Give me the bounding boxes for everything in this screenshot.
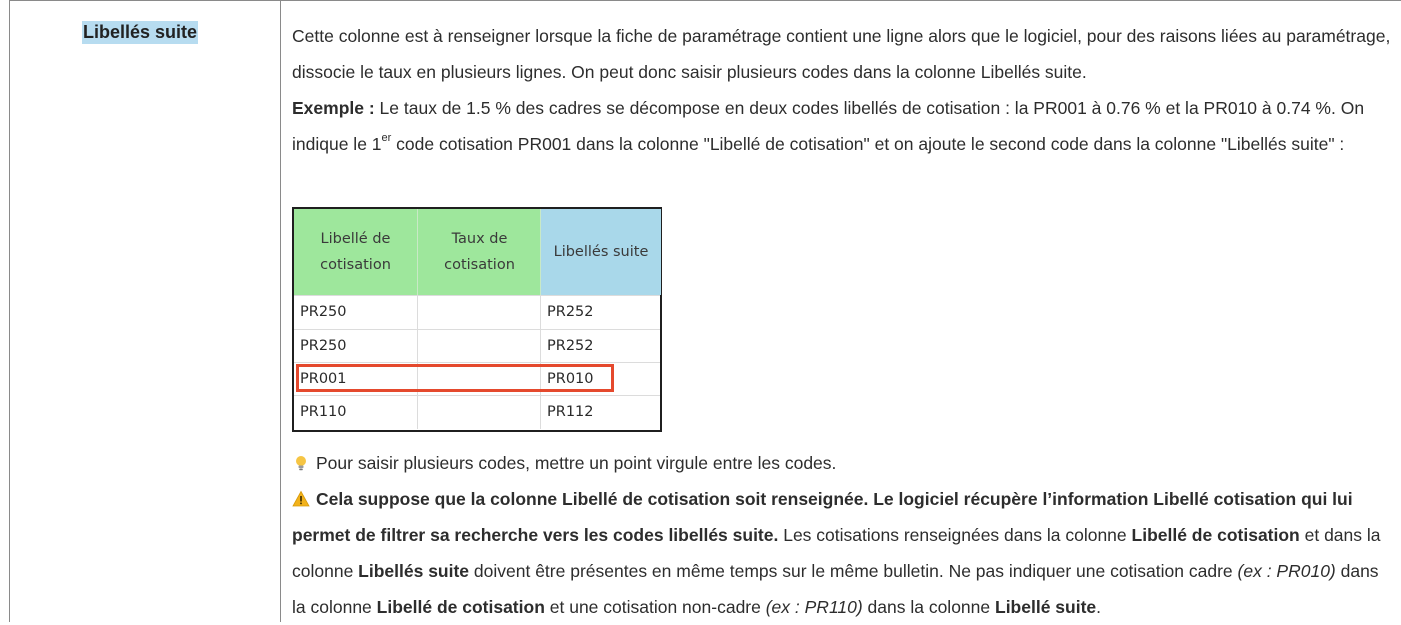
description — [292, 18, 1392, 162]
warning-text-6: dans la colonne — [862, 597, 995, 617]
cell-suite: PR112 — [540, 396, 661, 429]
cell-taux — [417, 296, 541, 329]
table-column-divider — [280, 0, 281, 622]
warning-bold-4: Libellé suite — [995, 597, 1097, 617]
cell-libelle: PR001 — [300, 371, 347, 387]
warning-example-2: (ex : PR110) — [765, 597, 863, 617]
example-superscript: er — [381, 132, 392, 145]
term-label: Libellés suite — [83, 22, 198, 42]
example-table-header — [294, 209, 660, 295]
table-row — [294, 329, 660, 363]
tip-line — [292, 445, 1392, 481]
warning-text-2: et dans la colonne — [292, 525, 1381, 581]
description-paragraph: Cette colonne est à renseigner lorsque la fiche de paramétrage contient une ligne alors que le logiciel, pour des raisons liées au paramétrage, dissocie le taux en plusieurs lignes. On peut donc saisir plusieurs codes dans la colonne Libellés suite. — [292, 26, 1391, 82]
warning-paragraph — [292, 481, 1392, 625]
warning-bold-3: Libellé de cotisation — [376, 597, 545, 617]
example-paragraph — [292, 90, 1392, 162]
warning-text-4: dans la colonne — [292, 561, 1379, 617]
cell-suite: PR252 — [540, 330, 661, 363]
example-text-2: code cotisation PR001 dans la colonne "Libellé de cotisation" et on ajoute le second code dans la colonne "Libellés suite" : — [391, 134, 1345, 154]
warning-icon — [292, 484, 310, 502]
cell-libelle: PR250 — [300, 338, 347, 354]
cell-suite: PR010 — [540, 363, 661, 396]
example-text-1: Le taux de 1.5 % des cadres se décompose en deux codes libellés de cotisation : la PR001 à 0.76 % et la PR010 à 0.74 %. On indique le 1 — [292, 98, 1365, 154]
table-row — [294, 295, 660, 329]
warning-bold-1: Libellé de cotisation — [1131, 525, 1300, 545]
cell-suite: PR252 — [540, 296, 661, 329]
warning-text-7: . — [1096, 597, 1102, 617]
cell-taux — [417, 330, 541, 363]
warning-text-5: et une cotisation non-cadre — [544, 597, 766, 617]
warning-text-3: doivent être présentes en même temps sur le même bulletin. Ne pas indiquer une cotisation cadre — [469, 561, 1238, 581]
example-label: Exemple : — [292, 98, 375, 118]
tip-text: Pour saisir plusieurs codes, mettre un point virgule entre les codes. — [316, 453, 837, 473]
header-libelle-de-cotisation: Libellé de cotisation — [294, 209, 417, 295]
highlight-box — [296, 364, 614, 392]
cell-taux — [417, 396, 541, 429]
table-left-border — [9, 0, 10, 622]
table-row — [294, 395, 660, 429]
notes — [292, 445, 1392, 625]
warning-example-1: (ex : PR010) — [1237, 561, 1336, 581]
warning-bold-2: Libellés suite — [358, 561, 470, 581]
lightbulb-icon — [292, 448, 310, 466]
table-top-border — [9, 0, 1401, 1]
example-table-screenshot — [292, 207, 662, 432]
warning-text-1: Les cotisations renseignées dans la colonne — [778, 525, 1132, 545]
cell-libelle: PR110 — [300, 404, 347, 420]
warning-bold-text: Cela suppose que la colonne Libellé de cotisation soit renseignée. Le logiciel récupère l’information Libellé cotisation qui lui permet de filtrer sa recherche vers les codes libellés suite. — [292, 489, 1353, 545]
header-taux-de-cotisation: Taux de cotisation — [417, 209, 541, 295]
header-libelles-suite: Libellés suite — [540, 209, 661, 295]
cell-libelle: PR250 — [300, 304, 347, 320]
